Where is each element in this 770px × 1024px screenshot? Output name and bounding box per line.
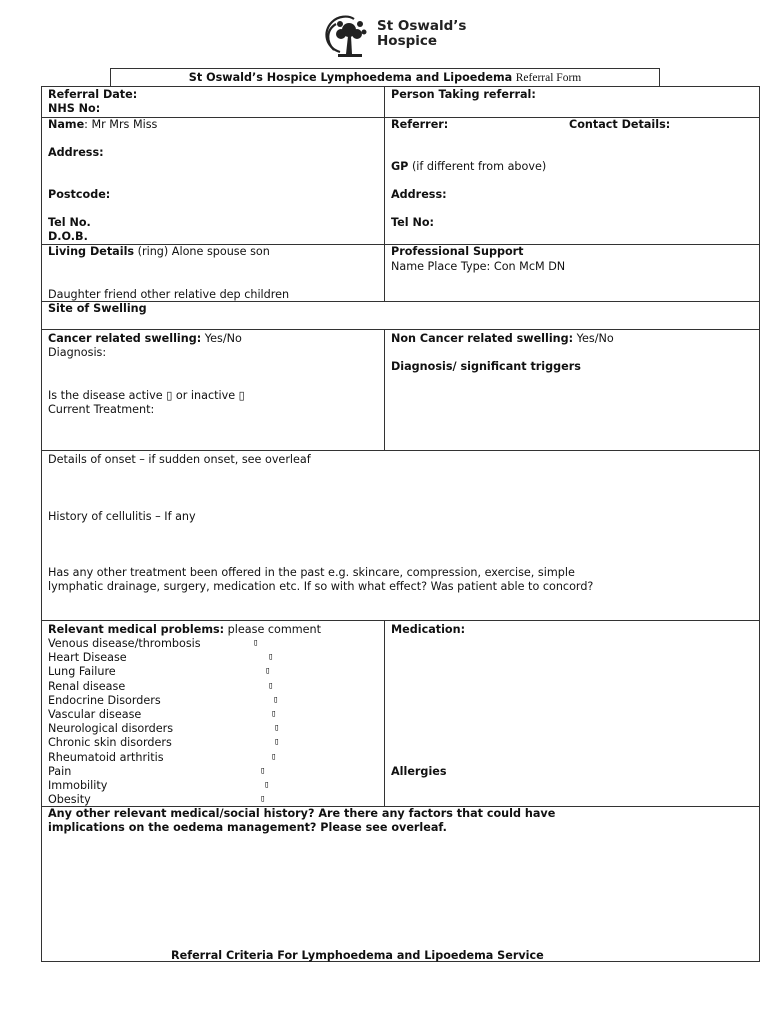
checkbox-icon[interactable]: ▯ bbox=[274, 723, 280, 734]
checkbox-icon[interactable]: ▯ bbox=[271, 709, 277, 719]
diagnosis-label: Diagnosis: bbox=[48, 346, 107, 359]
form-title-rest: Referral Form bbox=[515, 72, 582, 84]
divider bbox=[42, 450, 759, 451]
divider bbox=[42, 620, 759, 621]
cancer-swelling-field bbox=[48, 332, 242, 345]
medical-problems-label: Relevant medical problems: bbox=[48, 623, 225, 636]
onset-details-label: Details of onset – if sudden onset, see overleaf bbox=[48, 453, 311, 466]
medical-problem-item: Immobility bbox=[48, 779, 108, 792]
tel-no-label: Tel No. bbox=[48, 216, 91, 229]
non-cancer-swelling-label: Non Cancer related swelling: bbox=[391, 332, 574, 345]
gp-label: GP bbox=[391, 160, 409, 173]
referral-form bbox=[41, 86, 760, 962]
checkbox-icon[interactable]: ▯ bbox=[268, 680, 274, 691]
name-field bbox=[48, 118, 157, 131]
cellulitis-history-label: History of cellulitis – If any bbox=[48, 510, 196, 523]
checkbox-icon[interactable]: ▯ bbox=[271, 751, 277, 762]
medical-problems-field bbox=[48, 623, 321, 636]
other-history-question-1: Any other relevant medical/social history? Are there any factors that could have bbox=[48, 807, 556, 820]
medical-problem-item: Venous disease/thrombosis bbox=[48, 637, 201, 650]
divider bbox=[42, 329, 759, 330]
checkbox-icon[interactable]: ▯ bbox=[268, 652, 274, 663]
person-taking-referral-label: Person Taking referral: bbox=[391, 88, 536, 101]
divider bbox=[384, 329, 385, 450]
medical-problem-item: Vascular disease bbox=[48, 708, 142, 721]
medical-problem-item: Pain bbox=[48, 764, 72, 778]
logo-text bbox=[377, 19, 466, 49]
diagnosis-triggers-label: Diagnosis/ significant triggers bbox=[391, 360, 581, 373]
form-title-bold: St Oswald’s Hospice Lymphoedema and Lipoedema bbox=[188, 71, 513, 84]
non-cancer-swelling-field bbox=[391, 332, 614, 345]
gp-field bbox=[391, 160, 546, 173]
checkbox-icon[interactable]: ▯ bbox=[264, 780, 270, 790]
living-details-field bbox=[48, 245, 270, 258]
checkbox-icon[interactable]: ▯ bbox=[260, 765, 266, 776]
checkbox-icon[interactable]: ▯ bbox=[274, 737, 280, 748]
divider bbox=[42, 301, 759, 302]
medical-problems-note: please comment bbox=[224, 623, 322, 636]
cancer-swelling-yesno: Yes/No bbox=[201, 332, 242, 345]
cancer-swelling-label: Cancer related swelling: bbox=[48, 332, 202, 345]
logo-line-1: St Oswald’s bbox=[377, 18, 467, 34]
professional-support-fields: Name Place Type: Con McM DN bbox=[391, 260, 566, 273]
postcode-label: Postcode: bbox=[48, 188, 111, 201]
checkbox-icon[interactable]: ▯ bbox=[253, 638, 259, 648]
dob-label: D.O.B. bbox=[48, 230, 88, 243]
contact-details-label: Contact Details: bbox=[569, 118, 671, 131]
referral-date-label: Referral Date: bbox=[48, 88, 138, 101]
medical-problem-item: Endocrine Disorders bbox=[48, 693, 161, 707]
medical-problem-item: Lung Failure bbox=[48, 665, 116, 679]
non-cancer-swelling-yesno: Yes/No bbox=[573, 332, 614, 345]
referral-criteria-heading: Referral Criteria For Lymphoedema and Lipoedema Service bbox=[171, 949, 544, 962]
nhs-no-label: NHS No: bbox=[48, 102, 101, 115]
living-details-options-2: Daughter friend other relative dep children bbox=[48, 288, 290, 301]
address-label: Address: bbox=[48, 146, 104, 159]
logo-line-2: Hospice bbox=[377, 33, 438, 49]
living-details-label: Living Details bbox=[48, 245, 135, 258]
other-treatment-question-1: Has any other treatment been offered in the past e.g. skincare, compression, exercise, simple bbox=[48, 566, 575, 579]
allergies-label: Allergies bbox=[391, 765, 447, 778]
checkbox-icon[interactable]: ▯ bbox=[265, 666, 271, 677]
name-options: : Mr Mrs Miss bbox=[84, 118, 158, 131]
checkbox-icon[interactable]: ▯ bbox=[273, 694, 279, 705]
medical-problem-item: Renal disease bbox=[48, 679, 126, 693]
other-history-question-2: implications on the oedema management? Please see overleaf. bbox=[48, 821, 447, 834]
site-of-swelling-label: Site of Swelling bbox=[48, 302, 147, 315]
other-treatment-question-2: lymphatic drainage, surgery, medication etc. If so with what effect? Was patient able to concord? bbox=[48, 580, 594, 593]
medical-problem-item: Rheumatoid arthritis bbox=[48, 750, 164, 764]
name-label: Name bbox=[48, 118, 85, 131]
gp-tel-label: Tel No: bbox=[391, 216, 434, 229]
current-treatment-label: Current Treatment: bbox=[48, 403, 155, 416]
medical-problem-item: Heart Disease bbox=[48, 651, 127, 665]
medical-problem-item: Neurological disorders bbox=[48, 722, 174, 736]
disease-active-question: Is the disease active ▯ or inactive ▯ bbox=[48, 389, 245, 402]
form-title bbox=[110, 68, 660, 87]
living-details-options: (ring) Alone spouse son bbox=[134, 245, 270, 258]
medical-problem-item: Chronic skin disorders bbox=[48, 736, 172, 750]
medication-label: Medication: bbox=[391, 623, 466, 636]
professional-support-label: Professional Support bbox=[391, 245, 524, 258]
gp-address-label: Address: bbox=[391, 188, 447, 201]
gp-note: (if different from above) bbox=[408, 160, 547, 173]
checkbox-icon[interactable]: ▯ bbox=[260, 794, 266, 805]
divider bbox=[384, 87, 385, 301]
divider bbox=[384, 620, 385, 806]
medical-problem-item: Obesity bbox=[48, 793, 91, 807]
referrer-label: Referrer: bbox=[391, 118, 449, 131]
